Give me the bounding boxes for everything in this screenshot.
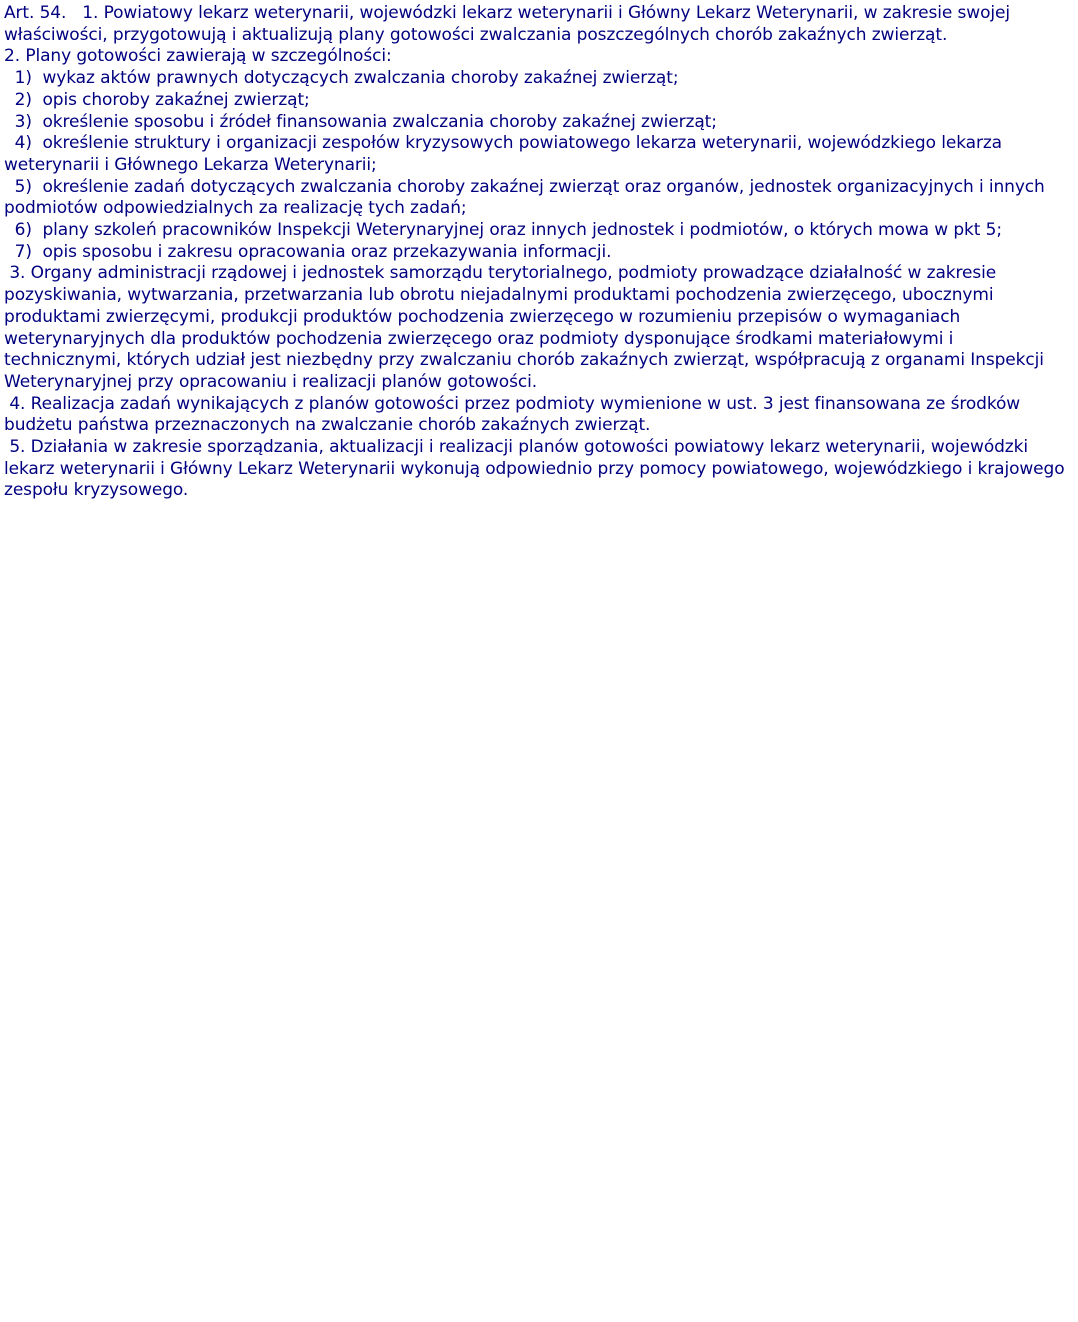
list-item-1: 1) wykaz aktów prawnych dotyczących zwalczania choroby zakaźnej zwierząt; — [4, 68, 679, 89]
paragraph-1-text: 1. Powiatowy lekarz weterynarii, wojewódzki lekarz weterynarii i Główny Lekarz Weterynarii, w zakresie swojej właściwości, przygotowują i aktualizują plany gotowości zwalczania poszczególnych chorób zakaźnych zwierząt. — [4, 3, 1016, 45]
list-item-3: 3) określenie sposobu i źródeł finansowania zwalczania choroby zakaźnej zwierząt; — [4, 111, 717, 132]
article-paragraph-3: 3. Organy administracji rządowej i jednostek samorządu terytorialnego, podmioty prowadzące działalność w zakresie pozyskiwania, wytwarzania, przetwarzania lub obrotu niejadalnymi produktami pochodzenia zwierzęcego, ubocznymi produktami zwierzęcymi, produkcji produktów pochodzenia zwierzęcego w rozumieniu przepisów o wymaganiach weterynaryjnych dla produktów pochodzenia zwierzęcego oraz podmioty dysponujące środkami materiałowymi i technicznymi, których udział jest niezbędny przy zwalczaniu chorób zakaźnych zwierząt, współpracują z organami Inspekcji Weterynaryjnej przy opracowaniu i realizacji planów gotowości. — [4, 263, 1050, 392]
article-paragraph-1 — [4, 3, 1070, 46]
article-paragraph-5: 5. Działania w zakresie sporządzania, aktualizacji i realizacji planów gotowości powiatowy lekarz weterynarii, wojewódzki lekarz weterynarii i Główny Lekarz Weterynarii wykonują odpowiednio przy pomocy powiatowego, wojewódzkiego i krajowego zespołu kryzysowego. — [4, 437, 1070, 501]
list-item-2: 2) opis choroby zakaźnej zwierząt; — [4, 89, 310, 110]
article-heading: Art. 54. — [4, 3, 83, 23]
list-item-6: 6) plany szkoleń pracowników Inspekcji Weterynaryjnej oraz innych jednostek i podmiotów, o których mowa w pkt 5; — [4, 220, 1002, 241]
list-item-7: 7) opis sposobu i zakresu opracowania oraz przekazywania informacji. — [4, 241, 612, 262]
article-paragraph-2-intro: 2. Plany gotowości zawierają w szczególności: — [4, 46, 392, 67]
legal-article — [4, 3, 1070, 502]
list-item-4: 4) określenie struktury i organizacji zespołów kryzysowych powiatowego lekarza weterynarii, wojewódzkiego lekarza weterynarii i Głównego Lekarza Weterynarii; — [4, 133, 1008, 175]
article-paragraph-4: 4. Realizacja zadań wynikających z planów gotowości przez podmioty wymienione w ust. 3 jest finansowana ze środków budżetu państwa przeznaczonych na zwalczanie chorób zakaźnych zwierząt. — [4, 393, 1026, 436]
list-item-5: 5) określenie zadań dotyczących zwalczania choroby zakaźnej zwierząt oraz organów, jednostek organizacyjnych i innych podmiotów odpowiedzialnych za realizację tych zadań; — [4, 176, 1051, 219]
paragraph-2-list — [4, 68, 1070, 263]
